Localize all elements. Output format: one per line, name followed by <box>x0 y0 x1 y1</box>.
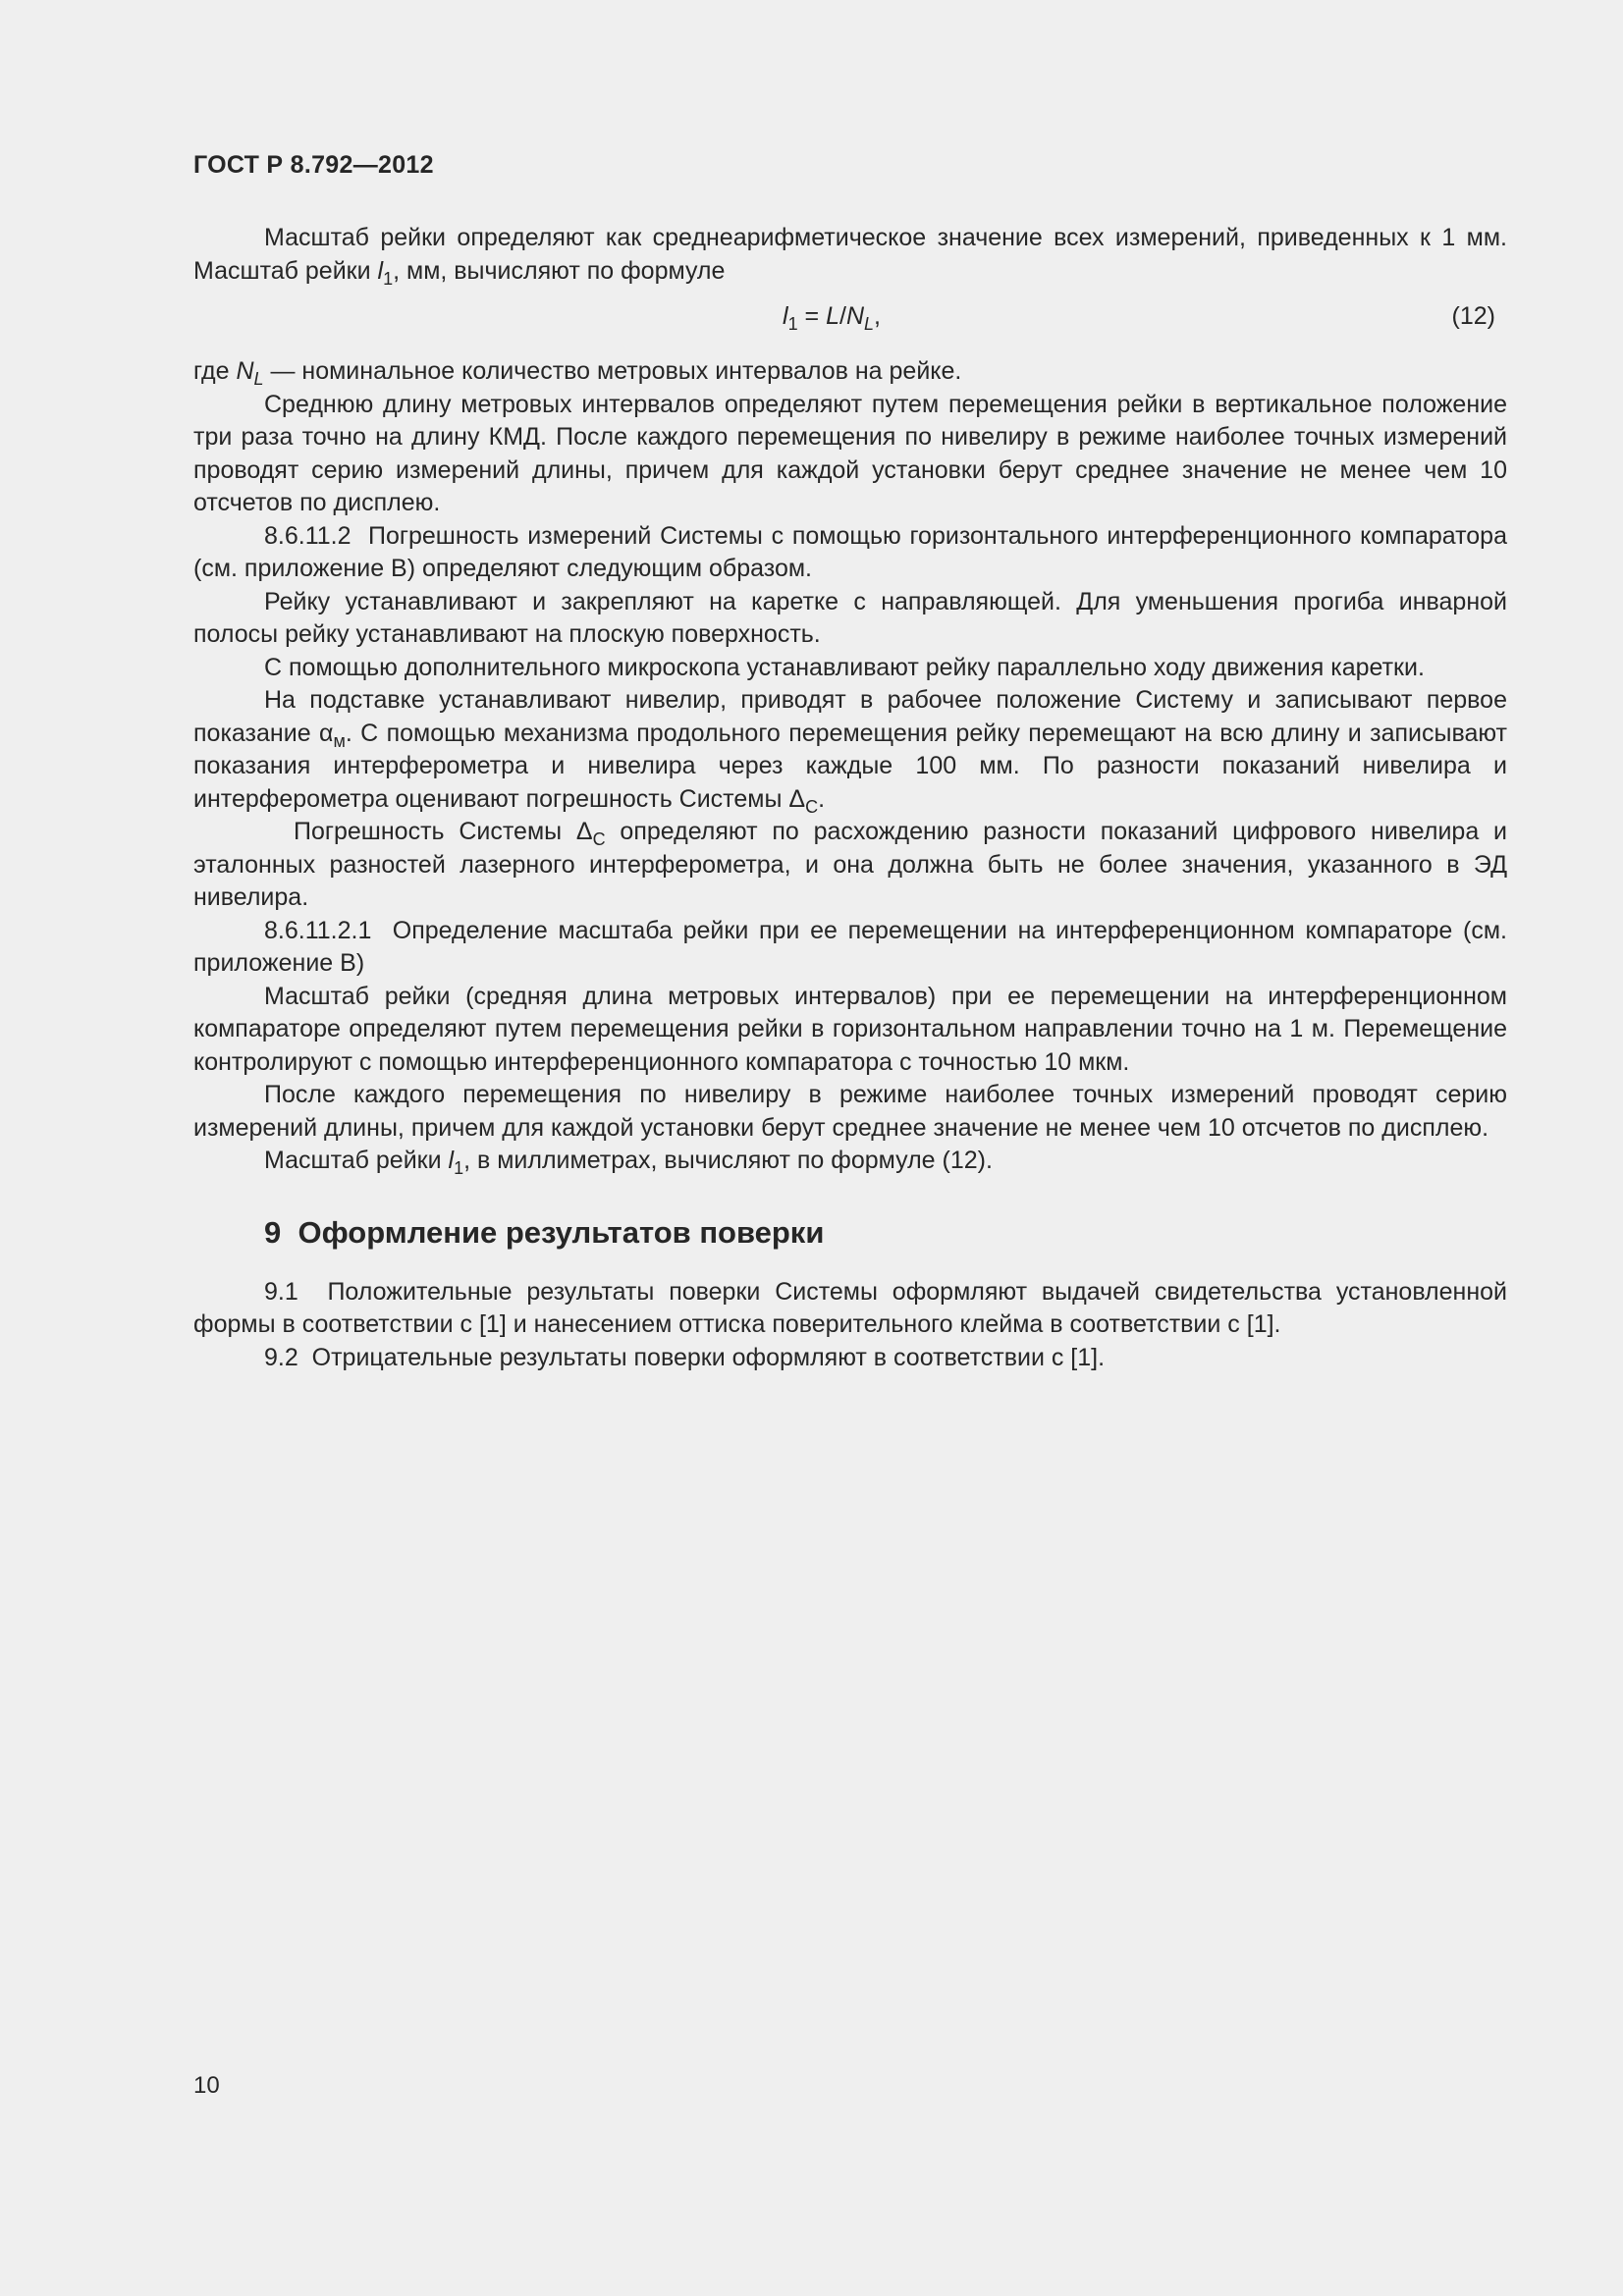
subscript: С <box>805 796 819 817</box>
paragraph-scale-calc <box>193 1145 1507 1178</box>
document-header: ГОСТ Р 8.792—2012 <box>193 151 434 179</box>
paragraph-average-length: Среднюю длину метровых интервалов определяют путем перемещения рейки в вертикальное положение три раза точно на длину КМД. После каждого перемещения по нивелиру в режиме наиболее точных измерений проводят серию измерений длины, причем для каждой установки берут среднее значение не менее чем 10 отсчетов по дисплею. <box>193 390 1507 516</box>
symbol-delta: Δ <box>575 818 593 845</box>
paragraph-text: Погрешность Системы <box>294 818 576 845</box>
slash: / <box>839 302 846 330</box>
paragraph-system-error <box>193 816 1507 915</box>
paragraph-text: Масштаб рейки определяют как среднеарифметическое значение всех измерений, приведенных к 1 мм. Масштаб рейки <box>193 224 1507 285</box>
subscript: 1 <box>454 1158 464 1178</box>
paragraph-text: где <box>193 357 237 385</box>
symbol-delta: Δ <box>788 784 806 813</box>
comma: , <box>874 302 881 330</box>
symbol-alpha: α <box>319 719 334 747</box>
subscript: L <box>864 314 875 334</box>
symbol-l: l <box>783 302 788 330</box>
paragraph-where <box>193 355 1507 389</box>
paragraph-scale-definition <box>193 222 1507 288</box>
paragraph-9-1: 9.1 Положительные результаты поверки Системы оформляют выдачей свидетельства установленной формы в соответствии с [1] и нанесением оттиска поверительного клейма в соответствии с [1]. <box>193 1277 1514 1338</box>
paragraph-after-move: После каждого перемещения по нивелиру в режиме наиболее точных измерений проводят серию измерений длины, причем для каждой установки берут среднее значение не менее чем 10 отсчетов по дисплею. <box>193 1081 1507 1142</box>
paragraph-text: . С помощью механизма продольного перемещения рейку перемещают на всю длину и записывают показания интерферометра и нивелира через каждые 100 мм. По разности показаний нивелира и интерферометра оценивают погрешность Системы <box>193 719 1508 813</box>
paragraph-stand <box>193 684 1507 816</box>
subscript: 1 <box>383 268 394 289</box>
symbol-l: l <box>448 1147 455 1174</box>
paragraph-text: На подставке устанавливают нивелир, приводят в рабочее положение Систему и записывают первое показание <box>193 686 1507 747</box>
document-body <box>193 222 1514 1374</box>
symbol-N: N <box>845 302 864 330</box>
formula-expression <box>783 300 881 334</box>
subscript: м <box>333 730 346 751</box>
paragraph-scale-comparator: Масштаб рейки (средняя длина метровых интервалов) при ее перемещении на интерференционном компараторе определяют путем перемещения рейки в горизонтальном направлении точно на 1 м. Перемещение контролируют с помощью интерференционного компаратора с точностью 10 мкм. <box>193 982 1507 1076</box>
equals-sign: = <box>797 302 827 330</box>
paragraph-text: , мм, вычисляют по формуле <box>393 256 726 285</box>
paragraph-text: — номинальное количество метровых интервалов на рейке. <box>263 357 962 385</box>
subscript: L <box>253 369 264 389</box>
paragraph-text: определяют по расхождению разности показаний цифрового нивелира и эталонных разностей лазерного интерферометра, и она должна быть не более значения, указанного в ЭД нивелира. <box>193 818 1507 911</box>
subscript: С <box>592 829 606 849</box>
subscript: 1 <box>787 314 798 334</box>
paragraph-9-2: 9.2 Отрицательные результаты поверки оформляют в соответствии с [1]. <box>264 1343 1106 1371</box>
paragraph-text: . <box>818 784 826 813</box>
paragraph-8-6-11-2-1: 8.6.11.2.1 Определение масштаба рейки при ее перемещении на интерференционном компараторе (см. приложение В) <box>193 916 1514 977</box>
symbol-L: L <box>826 302 839 330</box>
page-number: 10 <box>193 2072 220 2099</box>
symbol-N: N <box>236 357 254 385</box>
paragraph-mount: Рейку устанавливают и закрепляют на каретке с направляющей. Для уменьшения прогиба инварной полосы рейку устанавливают на плоскую поверхность. <box>193 587 1507 648</box>
formula-12 <box>193 293 1507 355</box>
paragraph-text: , в миллиметрах, вычисляют по формуле (12). <box>463 1147 993 1174</box>
section-9-heading: 9 Оформление результатов поверки <box>264 1214 825 1250</box>
paragraph-8-6-11-2: 8.6.11.2 Погрешность измерений Системы с помощью горизонтального интерференционного компаратора (см. приложение В) определяют следующим образом. <box>193 521 1514 582</box>
symbol-l: l <box>377 256 384 285</box>
paragraph-text: Масштаб рейки <box>264 1147 449 1174</box>
formula-number: (12) <box>1451 302 1495 330</box>
paragraph-microscope: С помощью дополнительного микроскопа устанавливают рейку параллельно ходу движения каретки. <box>264 653 1425 681</box>
